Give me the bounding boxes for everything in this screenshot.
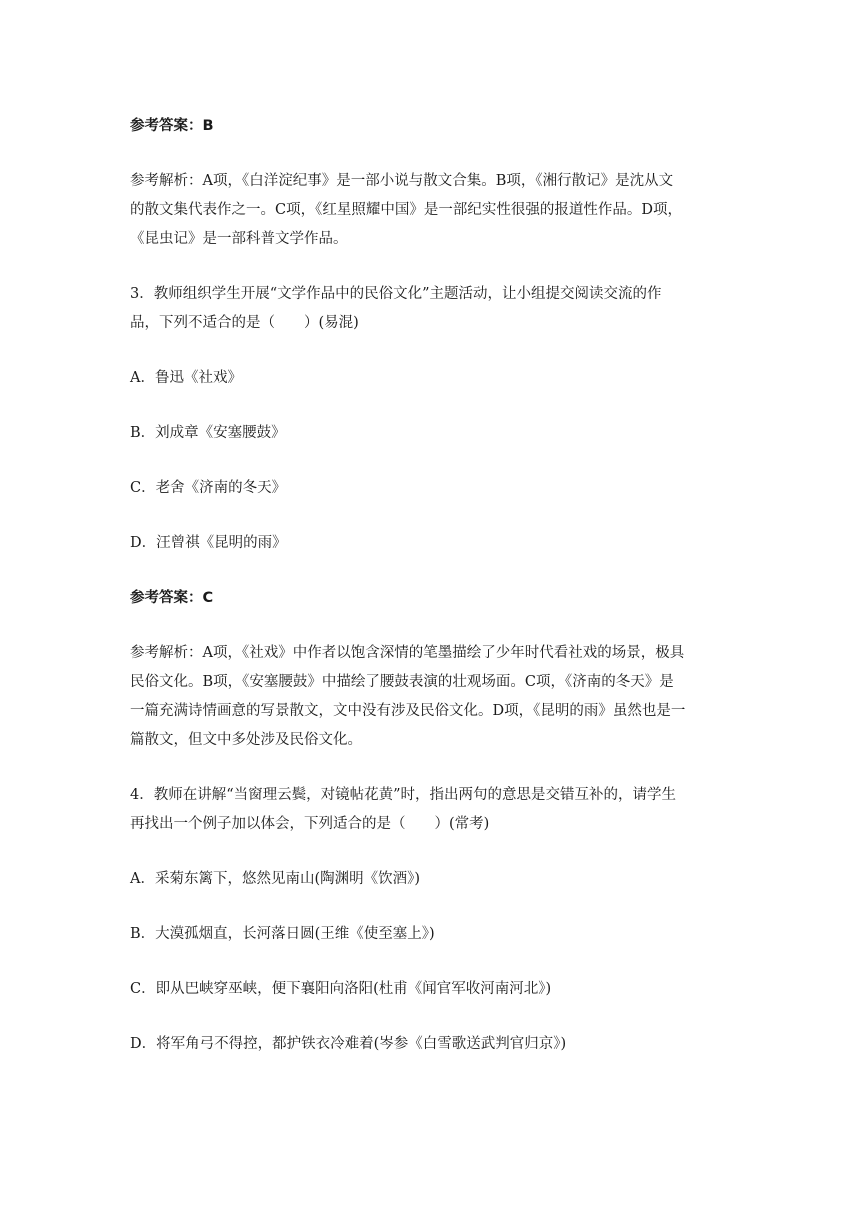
- q3-analysis-line-4: 篇散文，但文中多处涉及民俗文化。: [130, 732, 362, 748]
- document-page: [130, 112, 740, 1059]
- q3-option-c: C．老舍《济南的冬天》: [130, 480, 287, 496]
- q3-analysis-line-3: 一篇充满诗情画意的写景散文，文中没有涉及民俗文化。D项，《昆明的雨》虽然也是一: [130, 703, 686, 719]
- q2-analysis: [130, 167, 740, 254]
- q3-option-a: A．鲁迅《社戏》: [130, 370, 242, 386]
- q3-answer: 参考答案：C: [130, 590, 214, 606]
- q4-stem-line-2: 再找出一个例子加以体会，下列适合的是（ ）(常考): [130, 816, 490, 832]
- q3-option-b: B．刘成章《安塞腰鼓》: [130, 425, 286, 441]
- q4-stem: [130, 781, 740, 839]
- q3-option-d: D．汪曾祺《昆明的雨》: [130, 535, 287, 551]
- q4-option-b: B．大漠孤烟直，长河落日圆(王维《使至塞上》): [130, 926, 435, 942]
- q3-stem: [130, 280, 740, 338]
- q3-stem-line-2: 品，下列不适合的是（ ）(易混): [130, 315, 359, 331]
- q4-stem-line-1: 4．教师在讲解“当窗理云鬓，对镜帖花黄”时，指出两句的意思是交错互补的，请学生: [130, 787, 677, 803]
- q3-stem-line-1: 3．教师组织学生开展“文学作品中的民俗文化”主题活动，让小组提交阅读交流的作: [130, 286, 662, 302]
- q2-analysis-line-1: 参考解析：A项，《白洋淀纪事》是一部小说与散文合集。B项，《湘行散记》是沈从文: [130, 173, 674, 189]
- q3-analysis-line-2: 民俗文化。B项，《安塞腰鼓》中描绘了腰鼓表演的壮观场面。C项，《济南的冬天》是: [130, 674, 674, 690]
- q4-option-c: C．即从巴峡穿巫峡，便下襄阳向洛阳(杜甫《闻官军收河南河北》): [130, 981, 552, 997]
- q4-option-a: A．采菊东篱下，悠然见南山(陶渊明《饮酒》): [130, 871, 421, 887]
- q2-analysis-line-3: 《昆虫记》是一部科普文学作品。: [130, 231, 348, 247]
- q2-answer: 参考答案：B: [130, 118, 214, 134]
- q3-analysis: [130, 639, 740, 755]
- q2-analysis-line-2: 的散文集代表作之一。C项，《红星照耀中国》是一部纪实性很强的报道性作品。D项，: [130, 202, 682, 218]
- q3-analysis-line-1: 参考解析：A项，《社戏》中作者以饱含深情的笔墨描绘了少年时代看社戏的场景，极具: [130, 645, 685, 661]
- q4-option-d: D．将军角弓不得控，都护铁衣冷难着(岑参《白雪歌送武判官归京》): [130, 1036, 567, 1052]
